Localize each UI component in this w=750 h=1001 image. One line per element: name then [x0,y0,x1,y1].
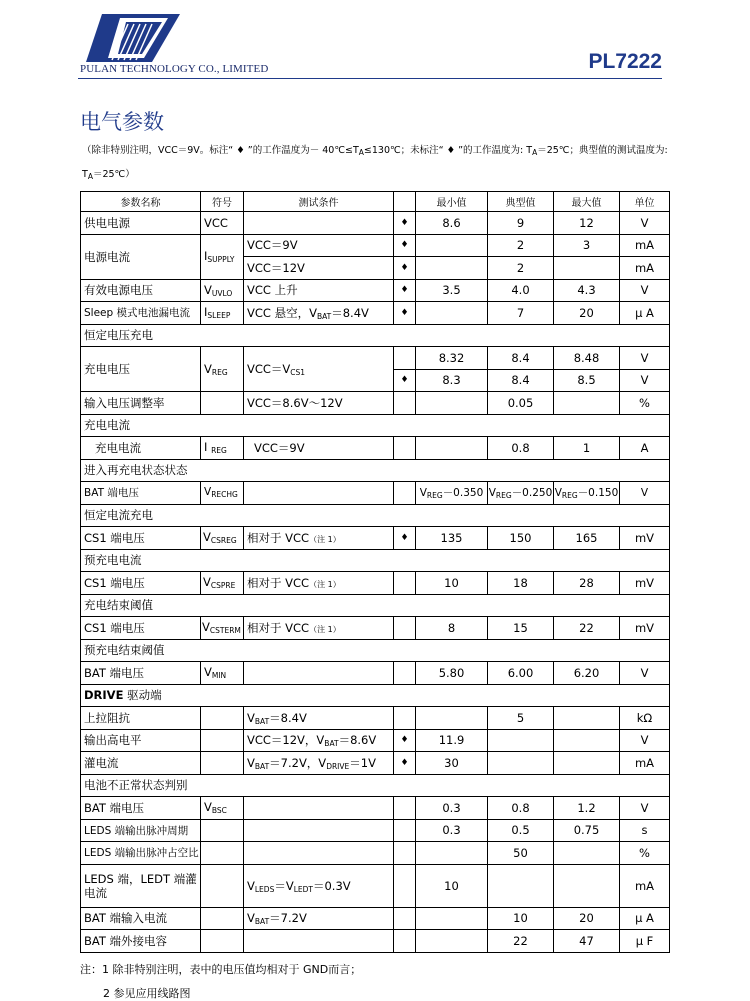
section-row: 电池不正常状态判别 [81,774,670,797]
header-divider [78,78,662,79]
table-row: 输入电压调整率 VCC＝8.6V～12V 0.05 % [81,392,670,415]
section-row: 预充电电流 [81,549,670,572]
part-number: PL7222 [588,50,662,73]
table-row: 充电电压 $V_{REG}$ $VCC=V_{CS1}$ 8.32 8.4 8.48 V [81,347,670,370]
section-row: 预充电结束阈值 [81,639,670,662]
table-row: CS1 端电压 $V_{CSPRE}$ 相对于 VCC（注 1） 10 18 28 mV [81,572,670,595]
table-row: 上拉阻抗 $V_{BAT}=8.4V$ 5 kΩ [81,707,670,730]
company-logo-icon [82,12,182,64]
table-row: ♦ 8.3 8.4 8.5 V [81,369,670,392]
section-row: 进入再充电状态状态 [81,459,670,482]
table-row: 灌电流 $V_{BAT}=7.2V$，$V_{DRIVE}=1V$ ♦ 30 mA [81,752,670,775]
table-header-row: 参数名称 符号 测试条件 最小值 典型值 最大值 单位 [81,192,670,212]
table-row: 供电电源 VCC ♦ 8.6 9 12 V [81,212,670,235]
table-row: VCC＝12V ♦ 2 mA [81,257,670,280]
table-row: BAT 端电压 $V_{BSC}$ 0.3 0.8 1.2 V [81,797,670,820]
section-row: DRIVE 驱动端 [81,684,670,707]
table-row: 电源电流 $I_{SUPPLY}$ VCC＝9V ♦ 2 3 mA [81,234,670,257]
section-title: 电气参数 [80,110,164,134]
table-row: BAT 端输入电流 $V_{BAT}=7.2V$ 10 20 μ A [81,907,670,930]
section-row: 恒定电压充电 [81,324,670,347]
table-row: LEDS 端输出脉冲占空比 50 % [81,842,670,865]
table-row: CS1 端电压 $V_{CSTERM}$ 相对于 VCC（注 1） 8 15 22 mV [81,617,670,640]
table-row: 充电电流 I $_{REG}$ VCC＝9V 0.8 1 A [81,437,670,460]
table-row: BAT 端电压 $V_{RECHG}$ $V_{REG}-0.350$ $V_{REG}-0.250$ $V_{REG}-0.150$ V [81,482,670,505]
table-row: 输出高电平 VCC＝12V，$V_{BAT}=8.6V$ ♦ 11.9 V [81,729,670,752]
electrical-parameters-table [80,191,670,953]
section-row: 充电结束阈值 [81,594,670,617]
table-row: LEDS 端，LEDT 端灌电流 $V_{LEDS}=V_{LEDT}=0.3V$ 10 mA [81,864,670,907]
table-row: CS1 端电压 $V_{CSREG}$ 相对于 VCC（注 1） ♦ 135 150 165 mV [81,527,670,550]
table-row: Sleep 模式电池漏电流 $I_{SLEEP}$ VCC 悬空，$V_{BAT}=8.4V$ ♦ 7 20 μ A [81,302,670,325]
table-row: 有效电源电压 $V_{UVLO}$ VCC 上升 ♦ 3.5 4.0 4.3 V [81,279,670,302]
footnote-1: 注：1 除非特别注明，表中的电压值均相对于 GND而言； [80,963,362,976]
section-row: 充电电流 [81,414,670,437]
test-conditions-note: （除非特别注明，VCC＝9V。标注“ ♦ ”的工作温度为－ $40℃\le T_A\le 130℃$；未标注“ ♦ ”的工作温度为: $T_A=25℃$；典型值的测试温度为: $T_A=25℃$） [82,145,668,181]
company-name: PULAN TECHNOLOGY CO., LIMITED [80,63,269,75]
section-row: 恒定电流充电 [81,504,670,527]
footnote-2: 2 参见应用线路图 [103,987,191,1000]
table-row: BAT 端电压 $V_{MIN}$ 5.80 6.00 6.20 V [81,662,670,685]
table-row: LEDS 端输出脉冲周期 0.3 0.5 0.75 s [81,819,670,842]
table-row: BAT 端外接电容 22 47 μ F [81,930,670,953]
